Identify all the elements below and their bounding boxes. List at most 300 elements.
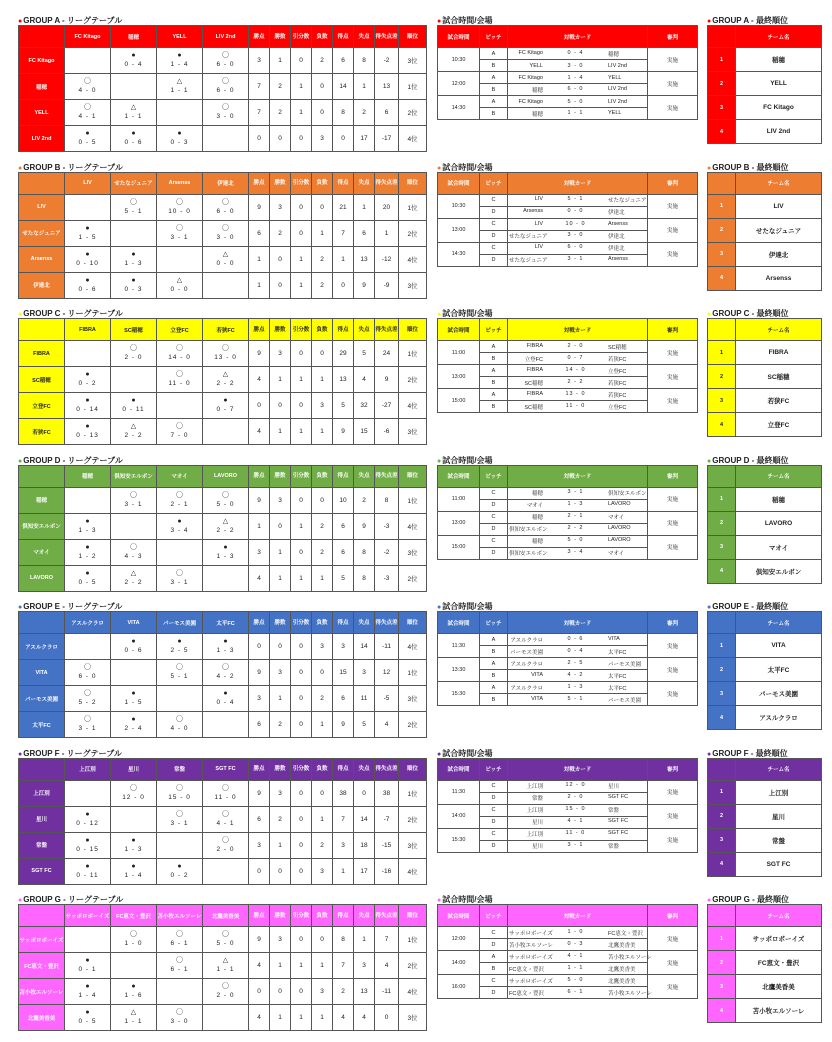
result-symbol: 〇 [176,569,183,577]
league-row [19,74,427,100]
result-symbol: ● [131,397,136,404]
rank-number: 3 [708,242,736,266]
stat-column-header: 勝点 [249,172,270,194]
stat-cell: 0 [312,927,333,953]
home-team: FC Kitago [518,49,543,56]
team-column-header: パーモス美園 [157,612,203,634]
standing-team-name: 稲穂 [736,48,822,72]
match-score: 3 - 1 [170,819,189,827]
result-symbol: 〇 [222,784,229,792]
schedule-row [438,804,698,816]
schedule-column-header: ピッチ [480,172,508,194]
home-team: サッポロボーイズ [509,978,553,985]
result-symbol: 〇 [222,345,229,352]
stat-cell: 6 [333,48,354,74]
team-column-header: VITA [111,612,157,634]
match-result-cell [157,927,203,953]
standing-team-name: FC恵文・豊沢 [736,951,822,975]
rank-number: 4 [708,413,736,437]
match-score: 0 - 14 [76,406,99,413]
standing-row [708,951,822,975]
match-time: 14:00 [438,804,480,828]
match-result-cell [111,539,157,565]
away-team: 立登FC [608,368,627,375]
schedule-title: ●試合時間/会場 [437,895,493,904]
standing-row [708,559,822,583]
stat-column-header: 勝数 [270,172,291,194]
match-card [508,523,648,535]
stat-cell: 9 [249,660,270,686]
match-score: 1 - 5 [124,699,143,706]
team-row-header: 稲穂 [19,74,65,100]
stat-column-header: 勝数 [270,319,291,341]
match-result-cell [111,712,157,738]
away-team: SC稲穂 [608,344,627,351]
stat-cell: 8 [333,100,354,126]
stat-cell: 7 [249,100,270,126]
corner-cell [19,172,65,194]
result-symbol: ● [131,52,136,59]
team-name-header: チーム名 [736,172,822,194]
referee-cell: 実施 [648,365,698,389]
match-score: 6 - 0 [216,207,235,215]
result-symbol: ● [177,517,182,525]
result-symbol: 〇 [176,491,183,499]
stat-column-header: 得点 [333,758,354,780]
match-score: 0 - 6 [124,647,143,654]
match-result-cell [65,100,111,126]
standing-row [708,780,822,804]
away-team: SGT FC [608,830,629,836]
result-symbol: 〇 [84,104,91,111]
result-symbol: 〇 [176,664,183,671]
stat-cell: 5 [354,341,375,367]
league-row [19,806,427,832]
title-bullet-icon: ● [437,18,442,25]
stat-cell: 0 [270,634,291,660]
match-score: 2 - 5 [170,647,189,654]
match-score: 1 - 2 [78,552,97,560]
league-table [18,25,427,152]
match-score: 1 - 4 [78,992,97,999]
stat-cell: 4位 [399,126,427,152]
final-standings-table [707,904,822,1023]
self-match-cell [157,832,203,858]
league-row [19,634,427,660]
match-score: 3 - 1 [170,233,189,241]
match-score: 15 - 0 [168,793,191,801]
pitch-cell: B [480,108,508,120]
schedule-column-header: 対戦カード [508,26,648,48]
team-row-header: FIBRA [19,341,65,367]
result-symbol: ● [85,1009,90,1016]
stat-cell: 1 [354,927,375,953]
result-symbol: △ [222,517,229,525]
match-score: 1 - 6 [124,992,143,999]
away-team: 太平FC [608,649,627,656]
final-standings-title: ●GROUP B - 最終順位 [707,162,789,172]
match-result-cell [157,367,203,393]
team-row-header: VITA [19,660,65,686]
stat-cell: 3 [249,539,270,565]
stat-cell: 2位 [399,100,427,126]
schedule-row [438,487,698,499]
stat-cell: 3 [312,634,333,660]
result-symbol: ● [131,130,136,137]
match-card [508,108,648,120]
standing-row [708,487,822,511]
schedule-title: ●試合時間/会場 [437,309,493,318]
referee-cell: 実施 [648,242,698,266]
match-card [508,840,648,852]
match-result-cell [65,74,111,100]
card-score: 1 - 3 [567,683,584,690]
card-score: 0 - 3 [567,940,584,947]
stat-cell: 6 [333,513,354,539]
pitch-cell: A [480,72,508,84]
stat-cell: 0 [312,74,333,100]
away-team: YELL [608,74,622,81]
stat-cell: 1 [270,1005,291,1031]
stat-cell: -11 [375,634,399,660]
standing-team-name: 伊達北 [736,242,822,266]
rank-header-cell [708,319,736,341]
card-score: 14 - 0 [565,366,586,373]
match-score: 5 - 1 [170,673,189,680]
card-score: 2 - 0 [567,342,584,349]
schedule-row [438,975,698,987]
match-time: 13:00 [438,365,480,389]
card-score: 1 - 3 [567,501,584,507]
team-column-header: 倶知安エルボン [111,465,157,487]
league-row [19,246,427,272]
league-table-title: ●GROUP C - リーグテーブル [18,309,123,318]
stat-column-header: 順位 [399,612,427,634]
stat-cell: 32 [354,393,375,419]
referee-cell: 実施 [648,535,698,559]
match-score: 6 - 0 [216,87,235,94]
match-score: 3 - 4 [170,526,189,534]
stat-cell: 4 [249,419,270,445]
stat-cell: 4位 [399,858,427,884]
self-match-cell [111,660,157,686]
home-team: 上江別 [526,832,543,838]
standing-row [708,96,822,120]
result-symbol: ● [131,638,136,645]
team-row-header: 上江別 [19,780,65,806]
match-score: 0 - 5 [78,1018,97,1025]
standing-team-name: 苫小牧エルソーレ [736,999,822,1023]
rank-number: 3 [708,828,736,852]
match-time: 16:00 [438,975,480,999]
match-card [508,804,648,816]
match-result-cell [111,194,157,220]
standing-team-name: 星川 [736,804,822,828]
match-time: 14:30 [438,96,480,120]
stat-cell: 3 [249,832,270,858]
schedule-table [437,25,698,120]
stat-cell: 0 [312,100,333,126]
team-row-header: LIV 2nd [19,126,65,152]
team-column-header: FC Kitago [65,26,111,48]
home-team: SC稲穂 [524,404,543,411]
away-team: マオイ [608,551,625,557]
stat-cell: 2 [270,74,291,100]
match-card [508,194,648,206]
home-team: 上江別 [526,808,543,814]
final-standings-title: ●GROUP F - 最終順位 [707,748,788,758]
pitch-cell: C [480,535,508,547]
match-score: 0 - 5 [78,139,97,146]
team-column-header: SGT FC [203,758,249,780]
stat-cell: 1 [291,419,312,445]
result-symbol: △ [176,78,183,85]
stat-cell: 1位 [399,660,427,686]
stat-cell: 0 [291,194,312,220]
match-card [508,694,648,706]
match-score: 14 - 0 [168,354,191,361]
stat-column-header: 勝数 [270,26,291,48]
rank-number: 1 [708,780,736,804]
team-row-header: 常盤 [19,832,65,858]
stat-cell: 9 [249,927,270,953]
stat-column-header: 勝数 [270,465,291,487]
stat-cell: 4 [249,1005,270,1031]
match-score: 2 - 0 [216,845,235,853]
league-row [19,832,427,858]
stat-cell: 4 [354,1005,375,1031]
league-table-title: ●GROUP B - リーグテーブル [18,162,123,172]
stat-cell: 2位 [399,367,427,393]
stat-column-header: 引分数 [291,465,312,487]
match-result-cell [157,513,203,539]
stat-column-header: 引分数 [291,319,312,341]
rank-number: 1 [708,487,736,511]
self-match-cell [157,539,203,565]
pitch-cell: D [480,816,508,828]
match-result-cell [111,246,157,272]
schedule-row [438,951,698,963]
match-score: 6 - 1 [170,940,189,947]
home-team: 稲穂 [531,539,543,545]
self-match-cell [203,272,249,298]
schedule-column-header: 対戦カード [508,758,648,780]
match-result-cell [157,487,203,513]
match-result-cell [203,634,249,660]
league-row [19,48,427,74]
stat-column-header: 得点 [333,26,354,48]
pitch-cell: D [480,840,508,852]
match-card [508,341,648,353]
league-table [18,611,427,738]
away-team: 太平FC [608,673,627,680]
self-match-cell [203,126,249,152]
result-symbol: 〇 [176,1009,183,1016]
match-time: 11:30 [438,634,480,658]
result-symbol: 〇 [84,716,91,723]
card-score: 1 - 1 [567,964,584,971]
match-score: 5 - 2 [78,699,97,706]
standing-team-name: 立登FC [736,413,822,437]
team-row-header: SC稲穂 [19,367,65,393]
match-score: 0 - 11 [76,871,99,879]
stat-cell: 2 [270,806,291,832]
pitch-cell: B [480,377,508,389]
rank-number: 3 [708,975,736,999]
rank-number: 4 [708,120,736,144]
self-match-cell [111,953,157,979]
match-score: 4 - 1 [216,819,235,827]
league-row [19,194,427,220]
result-symbol: 〇 [130,784,137,792]
home-team: せたなジュニア [509,234,548,240]
match-result-cell [157,341,203,367]
result-symbol: 〇 [176,198,183,206]
match-result-cell [203,487,249,513]
standing-row [708,706,822,730]
match-result-cell [111,686,157,712]
stat-cell: -9 [375,272,399,298]
team-row-header: サッポロボーイズ [19,927,65,953]
match-result-cell [157,1005,203,1031]
league-row [19,272,427,298]
standing-row [708,511,822,535]
stat-cell: 0 [270,393,291,419]
home-team: VITA [531,671,543,678]
stat-cell: 9 [249,487,270,513]
result-symbol: 〇 [222,983,229,990]
standing-team-name: FC Kitago [736,96,822,120]
match-result-cell [65,660,111,686]
match-card [508,975,648,987]
match-score: 2 - 2 [124,432,143,439]
away-team: SGT FC [608,818,629,824]
referee-cell: 実施 [648,780,698,804]
result-symbol: ● [131,690,136,697]
pitch-cell: D [480,547,508,559]
schedule-table [437,611,698,706]
schedule-column-header: ピッチ [480,758,508,780]
stat-cell: 0 [291,660,312,686]
standing-team-name: 倶知安エルボン [736,559,822,583]
match-card [508,389,648,401]
match-time: 11:00 [438,341,480,365]
self-match-cell [111,367,157,393]
team-column-header: Arsenss [157,172,203,194]
result-symbol: 〇 [176,810,183,818]
schedule-row [438,511,698,523]
stat-cell: 1 [291,100,312,126]
standing-team-name: マオイ [736,535,822,559]
match-result-cell [157,126,203,152]
result-symbol: 〇 [222,104,229,111]
result-symbol: ● [85,397,90,404]
stat-cell: 7 [333,220,354,246]
league-row [19,858,427,884]
stat-cell: 0 [291,686,312,712]
stat-column-header: 得失点差 [375,758,399,780]
standing-row [708,242,822,266]
referee-cell: 実施 [648,72,698,96]
stat-cell: 4 [249,953,270,979]
card-score: 0 - 4 [567,647,584,654]
stat-cell: 4 [249,565,270,591]
pitch-cell: B [480,646,508,658]
schedule-row [438,927,698,939]
stat-cell: 9 [333,712,354,738]
card-score: 6 - 0 [567,244,584,250]
pitch-cell: A [480,658,508,670]
stat-cell: 4位 [399,393,427,419]
match-result-cell [65,419,111,445]
match-score: 6 - 0 [78,673,97,680]
stat-cell: 1位 [399,780,427,806]
card-score: 15 - 0 [565,806,586,812]
stat-cell: 9 [249,341,270,367]
match-score: 1 - 0 [124,940,143,947]
title-bullet-icon: ● [437,457,442,465]
stat-cell: -11 [375,979,399,1005]
match-result-cell [203,660,249,686]
stat-cell: 0 [291,927,312,953]
away-team: 立登FC [608,404,627,411]
team-name-header: チーム名 [736,905,822,927]
home-team: FC Kitago [518,98,543,105]
stat-cell: 1 [291,367,312,393]
home-team: 倶知安エルボン [509,527,548,533]
title-bullet-icon: ● [18,750,23,758]
match-card [508,48,648,60]
card-score: 3 - 0 [567,232,584,238]
stat-cell: 2 [312,246,333,272]
match-result-cell [111,419,157,445]
match-score: 0 - 15 [76,845,99,853]
stat-cell: 3位 [399,686,427,712]
stat-cell: 1 [270,48,291,74]
card-score: 10 - 0 [565,221,586,227]
result-symbol: ● [85,423,90,430]
match-time: 14:30 [438,242,480,266]
match-result-cell [65,1005,111,1031]
league-row [19,100,427,126]
stat-column-header: 負数 [312,758,333,780]
card-score: 13 - 0 [565,390,586,397]
card-score: 5 - 1 [567,695,584,702]
result-symbol: △ [130,104,137,111]
result-symbol: 〇 [176,931,183,938]
self-match-cell [203,1005,249,1031]
match-card [508,792,648,804]
stat-column-header: 得失点差 [375,465,399,487]
stat-cell: 9 [354,513,375,539]
stat-column-header: 順位 [399,319,427,341]
away-team: 伊達北 [608,234,625,240]
result-symbol: 〇 [176,371,183,378]
match-score: 13 - 0 [214,354,237,361]
match-result-cell [203,100,249,126]
stat-cell: 3 [333,634,354,660]
stat-cell: 1 [312,419,333,445]
match-card [508,254,648,266]
stat-column-header: 得点 [333,905,354,927]
home-team: マオイ [526,503,543,509]
stat-column-header: 引分数 [291,905,312,927]
standing-team-name: 常盤 [736,828,822,852]
match-result-cell [65,858,111,884]
stat-cell: 6 [354,220,375,246]
result-symbol: ● [85,130,90,137]
home-team: 上江別 [526,784,543,790]
